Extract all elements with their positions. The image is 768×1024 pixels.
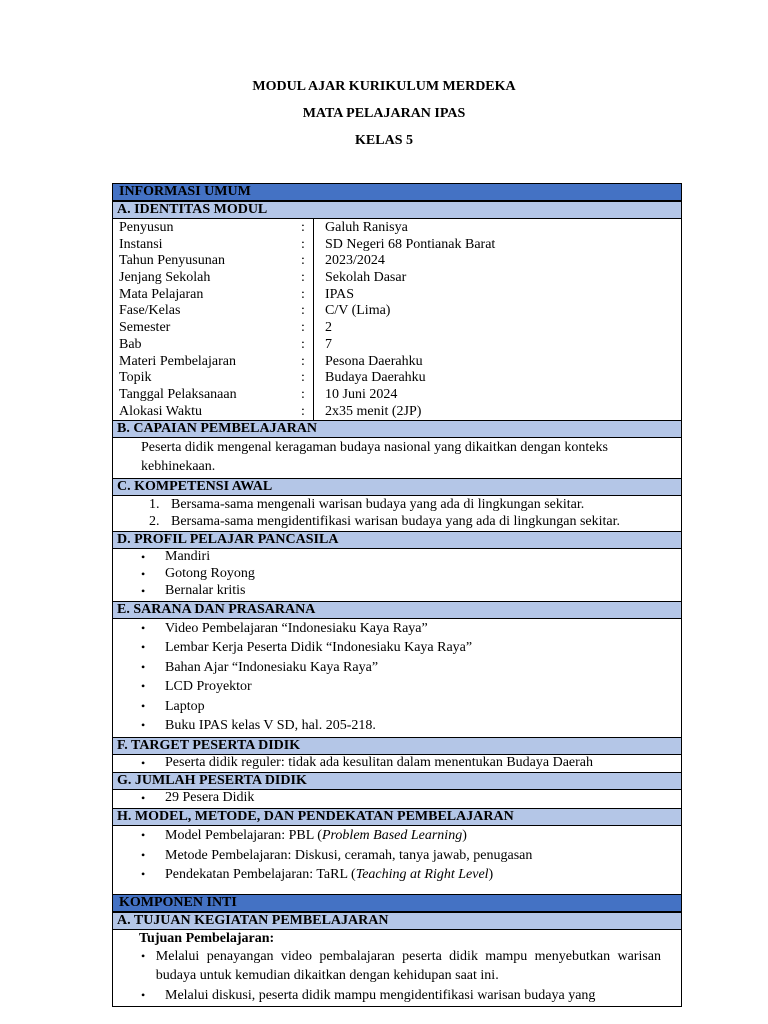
column-divider	[313, 219, 314, 420]
capaian-text: Peserta didik mengenal keragaman budaya nasional yang dikaitkan dengan konteks kebhinekaan.	[141, 440, 608, 475]
section-target: F. TARGET PESERTA DIDIK	[113, 737, 681, 755]
list-item	[113, 566, 681, 583]
identitas-row	[113, 253, 681, 270]
list-text: 29 Pesera Didik	[165, 790, 255, 806]
identitas-colon: :	[301, 236, 305, 252]
bullet-icon: •	[141, 867, 146, 882]
list-item	[113, 755, 681, 772]
identitas-row	[113, 387, 681, 404]
bullet-icon: •	[141, 791, 146, 806]
kompetensi-list	[113, 496, 681, 531]
bullet-icon: •	[141, 847, 146, 862]
list-item	[113, 826, 681, 846]
identitas-colon: :	[301, 253, 305, 269]
identitas-label: Fase/Kelas	[119, 303, 181, 319]
bullet-icon: •	[141, 567, 146, 582]
list-item	[113, 790, 681, 807]
section-capaian: B. CAPAIAN PEMBELAJARAN	[113, 420, 681, 438]
identitas-value: 2x35 menit (2JP)	[325, 403, 422, 419]
bullet-icon: •	[141, 828, 146, 843]
model-item-2-text: Metode Pembelajaran: Diskusi, ceramah, tanya jawab, penugasan	[165, 847, 533, 863]
identitas-row	[113, 404, 681, 421]
section-model: H. MODEL, METODE, DAN PENDEKATAN PEMBELAJARAN	[113, 808, 681, 826]
list-text: Buku IPAS kelas V SD, hal. 205-218.	[165, 718, 376, 734]
model-item-1-emphasis: Problem Based Learning	[321, 828, 463, 844]
list-item	[113, 549, 681, 566]
jumlah-list	[113, 790, 681, 808]
model-item-1-close: )	[462, 828, 467, 844]
list-text: Gotong Royong	[165, 566, 255, 582]
identitas-value: 7	[325, 336, 332, 352]
bullet-icon: •	[141, 718, 146, 733]
identitas-label: Tahun Penyusunan	[119, 253, 225, 269]
section-sarana: E. SARANA DAN PRASARANA	[113, 601, 681, 619]
model-list	[113, 826, 681, 894]
identitas-value: Galuh Ranisya	[325, 220, 408, 235]
identitas-value: Sekolah Dasar	[325, 270, 407, 286]
bullet-icon: •	[141, 755, 146, 770]
module-table	[112, 183, 682, 1007]
identitas-row	[113, 337, 681, 354]
identitas-value: 2	[325, 320, 332, 336]
title-line-1: MODUL AJAR KURIKULUM MERDEKA	[252, 79, 516, 94]
identitas-colon: :	[301, 270, 305, 286]
tujuan-list	[113, 947, 681, 1006]
sarana-list	[113, 619, 681, 737]
identitas-colon: :	[301, 353, 305, 369]
identitas-row	[113, 287, 681, 304]
list-text: Bahan Ajar “Indonesiaku Kaya Raya”	[165, 659, 379, 675]
tujuan-block	[113, 930, 681, 1007]
list-item	[113, 865, 681, 885]
identitas-colon: :	[301, 370, 305, 386]
identitas-value: C/V (Lima)	[325, 303, 391, 319]
section-komponen-inti: KOMPONEN INTI	[113, 894, 681, 912]
identitas-label: Penyusun	[119, 220, 174, 235]
list-item	[113, 677, 681, 697]
list-text: Video Pembelajaran “Indonesiaku Kaya Raya”	[165, 620, 428, 636]
title-line-3: KELAS 5	[355, 133, 413, 148]
list-item	[113, 583, 681, 600]
identitas-row	[113, 237, 681, 254]
bullet-icon: •	[141, 948, 146, 963]
section-tujuan: A. TUJUAN KEGIATAN PEMBELAJARAN	[113, 912, 681, 930]
target-list	[113, 755, 681, 773]
identitas-label: Topik	[119, 370, 152, 386]
identitas-colon: :	[301, 336, 305, 352]
list-item	[113, 716, 681, 736]
identitas-value: Budaya Daerahku	[325, 370, 426, 386]
model-item-3-close: )	[488, 867, 494, 883]
identitas-row	[113, 354, 681, 371]
bullet-icon: •	[141, 679, 146, 694]
section-kompetensi: C. KOMPETENSI AWAL	[113, 478, 681, 496]
list-text: Mandiri	[165, 549, 211, 565]
identitas-label: Bab	[119, 336, 142, 352]
identitas-label: Mata Pelajaran	[119, 286, 204, 302]
list-item	[113, 658, 681, 678]
identitas-label: Materi Pembelajaran	[119, 353, 237, 369]
identitas-label: Alokasi Waktu	[119, 403, 202, 419]
list-text: Melalui diskusi, peserta didik mampu mengidentifikasi warisan budaya yang	[165, 987, 596, 1003]
title-line-2: MATA PELAJARAN IPAS	[302, 106, 466, 121]
list-item	[113, 947, 681, 986]
list-text: Bersama-sama mengenali warisan budaya yang ada di lingkungan sekitar.	[171, 497, 585, 513]
identitas-value: 10 Juni 2024	[325, 386, 398, 402]
list-text: LCD Proyektor	[165, 679, 252, 695]
identitas-label: Jenjang Sekolah	[119, 270, 211, 286]
identitas-row	[113, 320, 681, 337]
model-item-3-emphasis: Teaching at Right Level	[355, 867, 489, 883]
list-text: Melalui penayangan video pembalajaran peserta didik mampu menyebutkan warisan budaya untuk kemudian dikaitkan dengan kehidupan saat ini.	[155, 948, 661, 984]
bullet-icon: •	[141, 640, 146, 655]
identitas-row	[113, 220, 681, 237]
list-number: 1.	[149, 497, 160, 513]
identitas-row	[113, 370, 681, 387]
spacer	[113, 885, 681, 893]
identitas-block	[113, 219, 681, 420]
list-number: 2.	[149, 514, 160, 530]
bullet-icon: •	[141, 698, 146, 713]
list-text: Laptop	[165, 698, 205, 714]
identitas-value: SD Negeri 68 Pontianak Barat	[325, 236, 496, 252]
identitas-colon: :	[301, 286, 305, 302]
document-titles	[0, 80, 768, 161]
bullet-icon: •	[141, 620, 146, 635]
section-jumlah: G. JUMLAH PESERTA DIDIK	[113, 772, 681, 790]
list-item	[113, 496, 681, 513]
list-item	[113, 619, 681, 639]
list-item	[113, 986, 681, 1006]
identitas-value: 2023/2024	[325, 253, 385, 269]
list-text: Bersama-sama mengidentifikasi warisan budaya yang ada di lingkungan sekitar.	[171, 514, 621, 530]
identitas-colon: :	[301, 386, 305, 402]
list-item	[113, 697, 681, 717]
model-item-3-text: Pendekatan Pembelajaran: TaRL (	[165, 867, 356, 883]
list-item	[113, 638, 681, 658]
identitas-label: Instansi	[119, 236, 163, 252]
list-text: Bernalar kritis	[165, 582, 246, 598]
tujuan-subheading: Tujuan Pembelajaran:	[139, 930, 275, 946]
identitas-colon: :	[301, 403, 305, 419]
bullet-icon: •	[141, 583, 146, 598]
identitas-row	[113, 303, 681, 320]
identitas-value: Pesona Daerahku	[325, 353, 423, 369]
identitas-colon: :	[301, 320, 305, 336]
list-item	[113, 846, 681, 866]
bullet-icon: •	[141, 987, 146, 1002]
bullet-icon: •	[141, 659, 146, 674]
section-identitas-modul: A. IDENTITAS MODUL	[113, 201, 681, 219]
section-profil: D. PROFIL PELAJAR PANCASILA	[113, 531, 681, 549]
identitas-row	[113, 270, 681, 287]
identitas-label: Semester	[119, 320, 171, 336]
identitas-colon: :	[301, 220, 305, 235]
list-text: Peserta didik reguler: tidak ada kesulitan dalam menentukan Budaya Daerah	[165, 754, 594, 770]
list-text: Lembar Kerja Peserta Didik “Indonesiaku Kaya Raya”	[165, 640, 473, 656]
bullet-icon: •	[141, 550, 146, 565]
section-informasi-umum: INFORMASI UMUM	[113, 183, 681, 201]
identitas-colon: :	[301, 303, 305, 319]
model-item-1-text: Model Pembelajaran: PBL (	[165, 828, 322, 844]
identitas-value: IPAS	[325, 286, 355, 302]
identitas-label: Tanggal Pelaksanaan	[119, 386, 237, 402]
profil-list	[113, 549, 681, 600]
list-item	[113, 513, 681, 530]
